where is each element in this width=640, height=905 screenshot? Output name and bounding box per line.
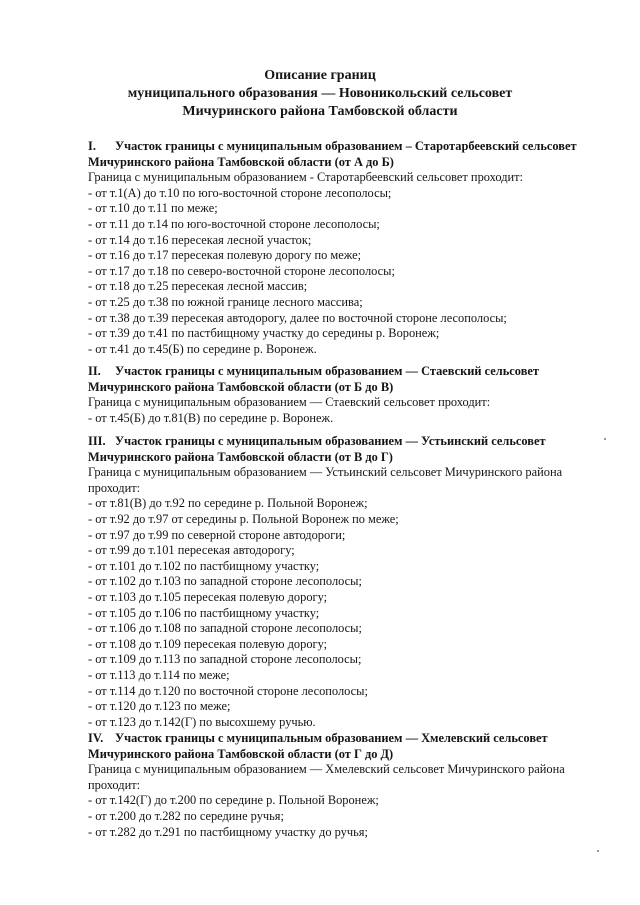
boundary-line: - от т.282 до т.291 по пастбищному участку до ручья; [88,824,368,839]
boundary-line: - от т.1(А) до т.10 по юго-восточной стороне лесополосы; [88,185,392,200]
scan-speck [597,850,599,852]
boundary-line: - от т.120 до т.123 по меже; [88,699,231,714]
boundary-line: - от т.18 до т.25 пересекая лесной массив; [88,279,308,294]
section-ii [88,364,618,426]
intro-line: Граница с муниципальным образованием — Устьинский сельсовет Мичуринского района [88,465,563,480]
section-heading [88,364,618,380]
section-numeral: I. [88,139,96,153]
title-line: Мичуринского района Тамбовской области [182,104,458,119]
section-heading-line2: Мичуринского района Тамбовской области (от В до Г) [88,449,393,464]
boundary-line: - от т.103 до т.105 пересекая полевую дорогу; [88,589,328,604]
boundary-line: - от т.38 до т.39 пересекая автодорогу, далее по восточной стороне лесополосы; [88,310,507,325]
boundary-line: - от т.99 до т.101 пересекая автодорогу; [88,543,295,558]
boundary-line: - от т.123 до т.142(Г) по высохшему ручью. [88,714,316,729]
section-iii [88,434,618,730]
boundary-line: - от т.11 до т.14 по юго-восточной стороне лесополосы; [88,216,380,231]
boundary-line: - от т.108 до т.109 пересекая полевую дорогу; [88,636,328,651]
boundary-line: - от т.25 до т.38 по южной границе лесного массива; [88,294,363,309]
section-numeral: III. [88,434,106,448]
section-i [88,139,618,357]
boundary-line: - от т.10 до т.11 по меже; [88,201,218,216]
boundary-line: - от т.16 до т.17 пересекая полевую дорогу по меже; [88,248,362,263]
boundary-line: - от т.45(Б) до т.81(В) по середине р. Воронеж. [88,410,334,425]
section-heading-text: Участок границы с муниципальным образованием – Старотарбеевский сельсовет [115,139,577,153]
boundary-line: - от т.106 до т.108 по западной стороне лесополосы; [88,621,362,636]
boundary-line: - от т.109 до т.113 по западной стороне лесополосы; [88,652,362,667]
section-heading [88,139,618,155]
intro-line: проходит: [88,480,141,495]
document-title [0,67,640,121]
section-heading-line2: Мичуринского района Тамбовской области (от Г до Д) [88,746,394,761]
boundary-line: - от т.142(Г) до т.200 по середине р. Польной Воронеж; [88,793,379,808]
scan-speck [604,438,606,440]
boundary-line: - от т.101 до т.102 по пастбищному участку; [88,558,320,573]
boundary-line: - от т.14 до т.16 пересекая лесной участок; [88,232,312,247]
boundary-line: - от т.102 до т.103 по западной стороне лесополосы; [88,574,362,589]
section-heading-text: Участок границы с муниципальным образованием — Стаевский сельсовет [115,364,539,378]
intro-line: проходит: [88,777,141,792]
section-numeral: IV. [88,731,104,745]
title-line: муниципального образования — Новоникольский сельсовет [127,86,513,101]
section-heading [88,731,618,747]
boundary-line: - от т.114 до т.120 по восточной стороне лесополосы; [88,683,368,698]
boundary-line: - от т.113 до т.114 по меже; [88,667,230,682]
boundary-line: - от т.200 до т.282 по середине ручья; [88,808,284,823]
title-line: Описание границ [264,68,376,83]
section-heading-line2: Мичуринского района Тамбовской области (от Б до В) [88,379,394,394]
boundary-line: - от т.97 до т.99 по северной стороне автодороги; [88,527,346,542]
section-numeral: II. [88,364,101,378]
intro-line: Граница с муниципальным образованием –– Стаевский сельсовет проходит: [88,395,491,410]
section-heading-text: Участок границы с муниципальным образованием — Устьинский сельсовет [115,434,546,448]
section-heading-text: Участок границы с муниципальным образованием — Хмелевский сельсовет [115,731,548,745]
boundary-line: - от т.17 до т.18 по северо-восточной стороне лесополосы; [88,263,395,278]
section-heading [88,434,618,450]
boundary-line: - от т.39 до т.41 по пастбищному участку до середины р. Воронеж; [88,326,440,341]
section-iv [88,731,618,840]
boundary-line: - от т.105 до т.106 по пастбищному участку; [88,605,320,620]
boundary-line: - от т.92 до т.97 от середины р. Польной Воронеж по меже; [88,511,399,526]
boundary-line: - от т.41 до т.45(Б) по середине р. Воронеж. [88,341,317,356]
intro-line: Граница с муниципальным образованием - Старотарбеевский сельсовет проходит: [88,170,524,185]
section-heading-line2: Мичуринского района Тамбовской области (от А до Б) [88,154,394,169]
intro-line: Граница с муниципальным образованием –– Хмелевский сельсовет Мичуринского района [88,762,565,777]
boundary-line: - от т.81(В) до т.92 по середине р. Польной Воронеж; [88,496,368,511]
